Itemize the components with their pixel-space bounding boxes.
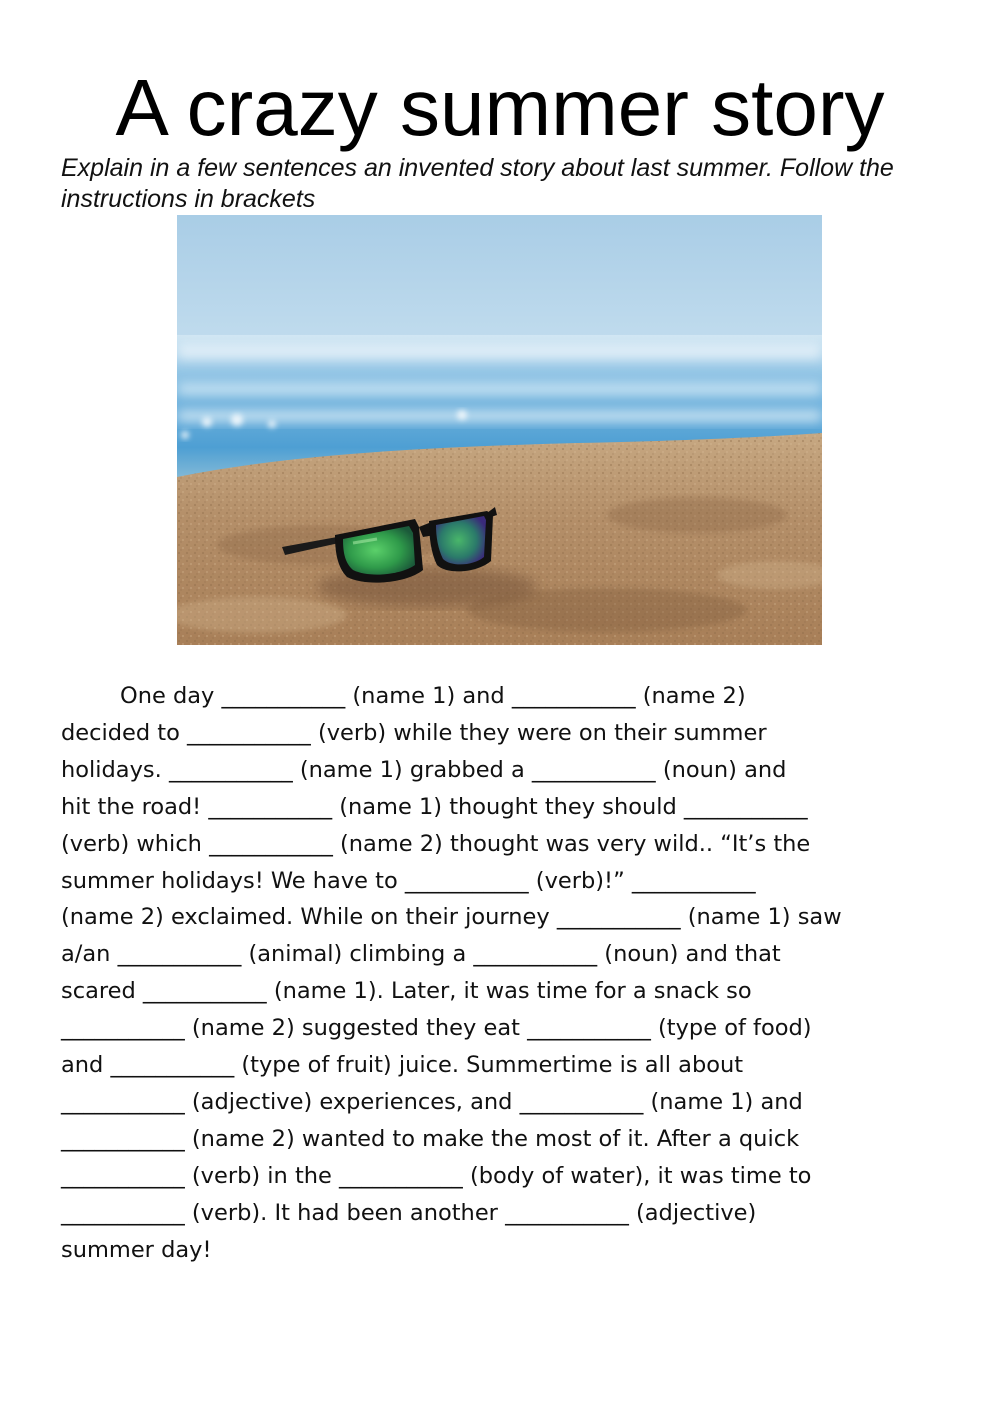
story-line: scared ___________ (name 1). Later, it was time for a snack so xyxy=(61,978,752,1005)
story-line: (verb) which ___________ (name 2) thought was very wild.. “It’s the xyxy=(61,830,811,857)
worksheet-title: A crazy summer story xyxy=(115,63,885,152)
story-line: holidays. ___________ (name 1) grabbed a ___________ (noun) and xyxy=(61,756,787,783)
story-line: hit the road! ___________ (name 1) thought they should ___________ xyxy=(61,793,808,820)
beach-sunglasses-photo xyxy=(177,215,822,645)
story-line: and ___________ (type of fruit) juice. Summertime is all about xyxy=(61,1052,744,1079)
story-line: summer holidays! We have to ___________ (verb)!” ___________ xyxy=(61,867,756,894)
story-line: a/an ___________ (animal) climbing a ___________ (noun) and that xyxy=(61,941,781,968)
story-line: ___________ (name 2) suggested they eat ___________ (type of food) xyxy=(61,1015,812,1042)
story-paragraph xyxy=(61,678,941,1269)
story-line: ___________ (name 2) wanted to make the most of it. After a quick xyxy=(61,1125,800,1152)
story-line: ___________ (verb). It had been another ___________ (adjective) xyxy=(61,1199,757,1226)
story-line: summer day! xyxy=(61,1236,212,1263)
story-line: (name 2) exclaimed. While on their journey ___________ (name 1) saw xyxy=(61,904,842,931)
story-line: decided to ___________ (verb) while they were on their summer xyxy=(61,719,767,746)
story-line: ___________ (adjective) experiences, and ___________ (name 1) and xyxy=(61,1088,803,1115)
story-line: ___________ (verb) in the ___________ (body of water), it was time to xyxy=(61,1162,812,1189)
story-line: One day ___________ (name 1) and ___________ (name 2) xyxy=(120,683,746,709)
instructions-text: Explain in a few sentences an invented story about last summer. Follow the instructions in brackets xyxy=(61,154,894,213)
